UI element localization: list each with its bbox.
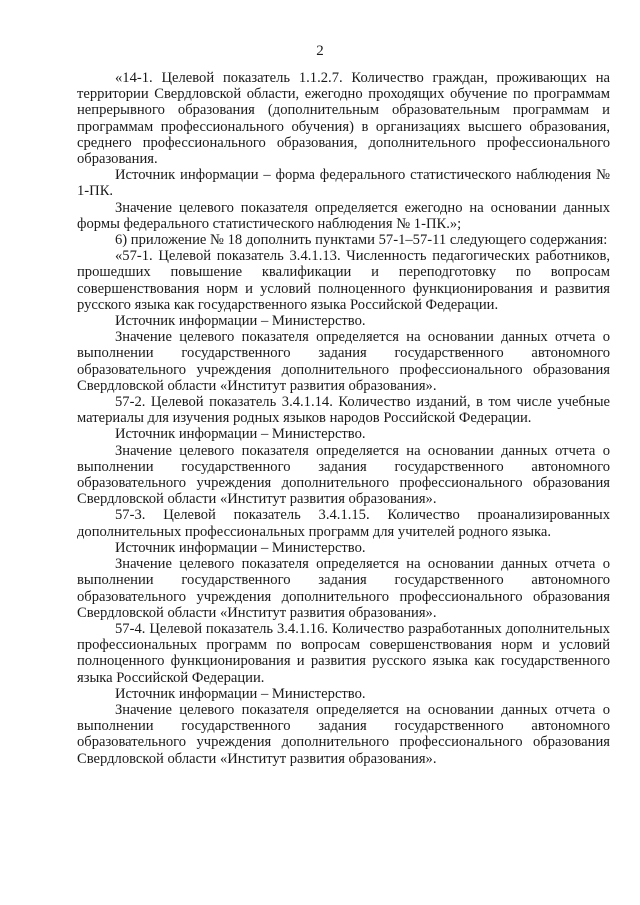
document-body [77,70,610,767]
paragraph-value-method: Значение целевого показателя определяется на основании данных отчета о выполнении государственного задания государственного автономного образовательного учреждения дополнительного профессионального образования Свердловской области «Институт развития образования». [77,329,610,394]
paragraph-source: Источник информации – форма федерального статистического наблюдения № 1-ПК. [77,167,610,200]
paragraph-target-57-1: «57-1. Целевой показатель 3.4.1.13. Численность педагогических работников, прошедших повышение квалификации и переподготовку по вопросам совершенствования норм и условий полноценного функционирования и развития русского языка как государственного языка Российской Федерации. [77,248,610,313]
paragraph-target-57-2: 57-2. Целевой показатель 3.4.1.14. Количество изданий, в том числе учебные материалы для изучения родных языков народов Российской Федерации. [77,394,610,427]
paragraph-source: Источник информации – Министерство. [115,685,366,702]
paragraph-value-method: Значение целевого показателя определяется на основании данных отчета о выполнении государственного задания государственного автономного образовательного учреждения дополнительного профессионального образования Свердловской области «Институт развития образования». [77,442,610,508]
page-number: 2 [316,43,324,59]
paragraph-target-57-3: 57-3. Целевой показатель 3.4.1.15. Количество проанализированных дополнительных профессиональных программ для учителей родного языка. [77,507,610,540]
paragraph-source: Источник информации – Министерство. [115,313,366,330]
paragraph-value-method: Значение целевого показателя определяется на основании данных отчета о выполнении государственного задания государственного автономного образовательного учреждения дополнительного профессионального образования Свердловской области «Институт развития образования». [77,701,610,767]
paragraph-source: Источник информации – Министерство. [115,426,366,443]
paragraph-target-57-4: 57-4. Целевой показатель 3.4.1.16. Количество разработанных дополнительных профессиональных программ по вопросам совершенствования норм и условий полноценного функционирования и развития русского языка как государственного языка Российской Федерации. [77,620,610,686]
paragraph-value-method: Значение целевого показателя определяется на основании данных отчета о выполнении государственного задания государственного автономного образовательного учреждения дополнительного профессионального образования Свердловской области «Институт развития образования». [77,556,610,621]
paragraph-appendix-18: 6) приложение № 18 дополнить пунктами 57-1–57-11 следующего содержания: [115,232,608,249]
paragraph-source: Источник информации – Министерство. [115,539,366,556]
paragraph-value-method: Значение целевого показателя определяется ежегодно на основании данных формы федерального статистического наблюдения № 1-ПК.»; [77,199,610,232]
paragraph-target-14-1: «14-1. Целевой показатель 1.1.2.7. Количество граждан, проживающих на территории Свердловской области, ежегодно проходящих обучение по программам непрерывного образования (дополнительным образовательным программам и программам профессионального обучения) в организациях высшего образования, среднего профессионального образования, дополнительного профессионального образования. [77,70,610,168]
